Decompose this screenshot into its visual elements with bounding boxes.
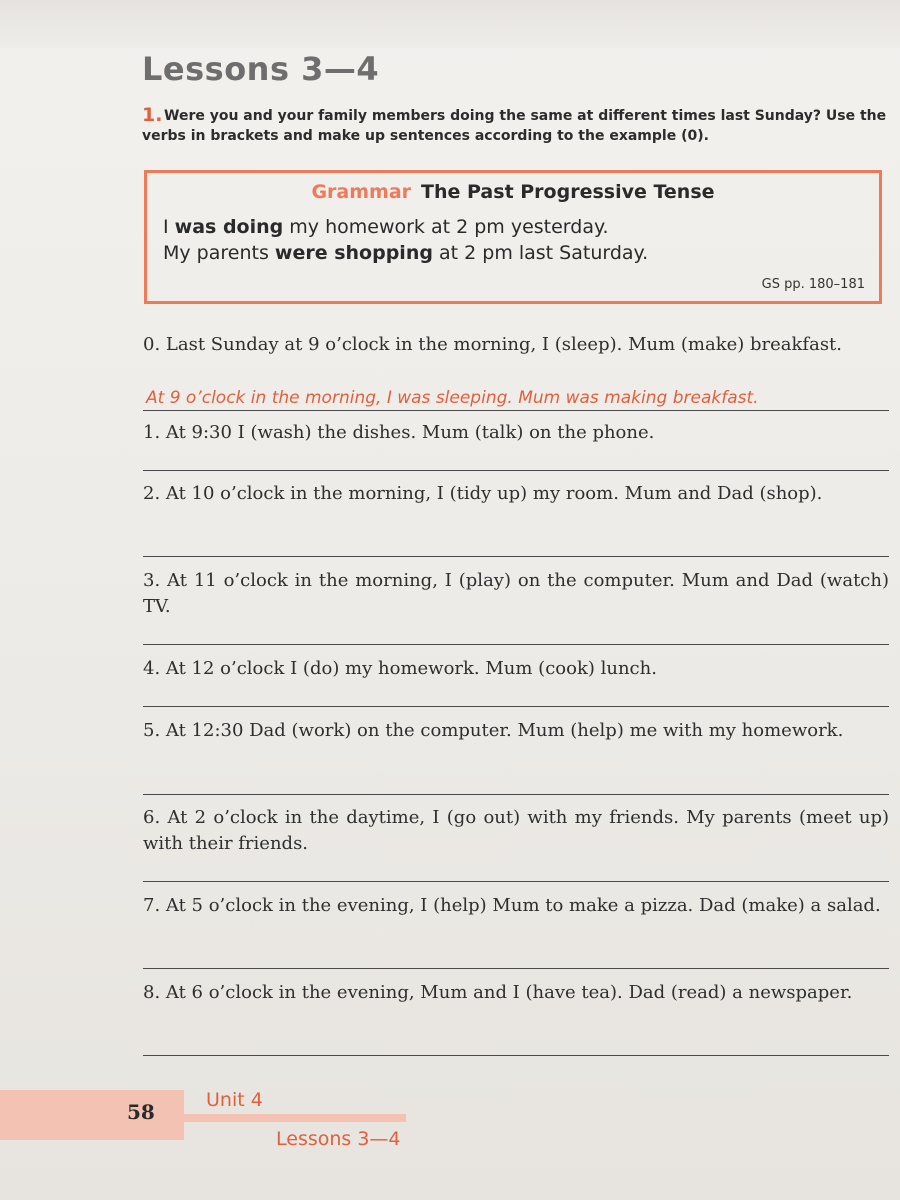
grammar-topic: The Past Progressive Tense	[421, 181, 715, 203]
answer-line-1[interactable]	[143, 470, 889, 471]
answer-line-5[interactable]	[143, 794, 889, 795]
exercise-item-4: 4. At 12 o’clock I (do) my homework. Mum (cook) lunch.	[143, 658, 657, 679]
exercise-number: 1.	[142, 104, 163, 126]
answer-line-3[interactable]	[143, 644, 889, 645]
exercise-item-5: 5. At 12:30 Dad (work) on the computer. Mum (help) me with my homework.	[143, 720, 844, 741]
answer-line-6[interactable]	[143, 881, 889, 882]
footer-band	[0, 1090, 184, 1140]
exercise-instructions: Were you and your family members doing the same at different times last Sunday? Use the verbs in brackets and make up sentences according to the example (0).	[142, 108, 887, 144]
grammar-box	[144, 170, 882, 304]
grammar-reference: GS pp. 180–181	[761, 277, 865, 292]
footer-unit: Unit 4	[206, 1089, 263, 1111]
grammar-example-2	[163, 242, 648, 264]
exercise-item-1: 1. At 9:30 I (wash) the dishes. Mum (talk) on the phone.	[143, 422, 655, 443]
page-title: Lessons 3—4	[142, 50, 380, 88]
top-margin	[0, 0, 900, 48]
page-number: 58	[127, 1100, 155, 1124]
exercise-item-2: 2. At 10 o’clock in the morning, I (tidy up) my room. Mum and Dad (shop).	[143, 483, 823, 504]
answer-line-4[interactable]	[143, 706, 889, 707]
example-answer: At 9 o’clock in the morning, I was sleeping. Mum was making breakfast.	[146, 388, 759, 408]
grammar-label: Grammar	[311, 181, 412, 203]
grammar-example-2-post: at 2 pm last Saturday.	[432, 242, 649, 264]
answer-line-8[interactable]	[143, 1055, 889, 1056]
exercise-item-6: 6. At 2 o’clock in the daytime, I (go out) with my friends. My parents (meet up) with their friends.	[143, 807, 889, 854]
grammar-example-1-post: my homework at 2 pm yesterday.	[283, 216, 609, 238]
footer-strip	[184, 1114, 406, 1122]
grammar-example-2-pre: My parents	[163, 242, 275, 264]
grammar-example-1-bold: was doing	[174, 216, 284, 238]
exercise-item-3: 3. At 11 o’clock in the morning, I (play) on the computer. Mum and Dad (watch) TV.	[143, 570, 889, 617]
answer-line-2[interactable]	[143, 556, 889, 557]
grammar-example-1	[163, 216, 609, 238]
grammar-heading	[147, 181, 879, 203]
footer-lessons: Lessons 3—4	[276, 1128, 401, 1150]
answer-line-7[interactable]	[143, 968, 889, 969]
example-sentence: 0. Last Sunday at 9 o’clock in the morning, I (sleep). Mum (make) breakfast.	[143, 334, 843, 355]
answer-line-0	[143, 410, 889, 411]
exercise-item-7: 7. At 5 o’clock in the evening, I (help) Mum to make a pizza. Dad (make) a salad.	[143, 895, 881, 916]
grammar-example-2-bold: were shopping	[274, 242, 433, 264]
grammar-example-1-pre: I	[163, 216, 175, 238]
exercise-item-8: 8. At 6 o’clock in the evening, Mum and I (have tea). Dad (read) a newspaper.	[143, 982, 853, 1003]
